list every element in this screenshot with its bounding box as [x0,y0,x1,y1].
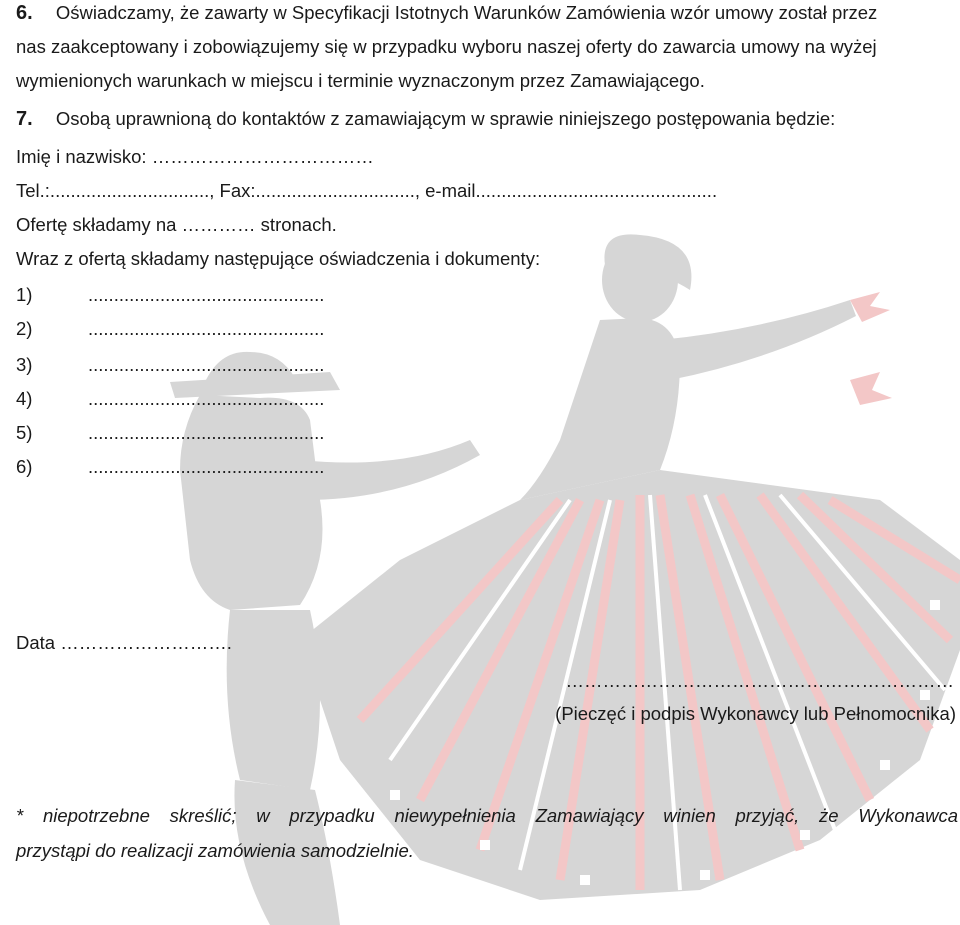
section6-number: 6. [16,2,33,24]
document-item[interactable] [16,284,325,306]
document-item[interactable] [16,388,325,410]
section6-line3: wymienionych warunkach w miejscu i terminie wyznaczonym przez Zamawiającego. [16,70,705,91]
document-number: 4) [16,388,33,409]
document-item[interactable] [16,318,325,340]
document-number: 5) [16,422,33,443]
footnote-line2: przystąpi do realizacji zamówienia samodzielnie. [16,840,414,861]
section7-intro: Osobą uprawnioną do kontaktów z zamawiającym w sprawie niniejszego postępowania będzie: [55,108,836,129]
signature-dots[interactable]: ……………………………………………………… [565,670,954,691]
signature-caption: (Pieczęć i podpis Wykonawcy lub Pełnomocnika) [555,703,956,724]
document-item[interactable] [16,354,325,376]
footnote-line1: * niepotrzebne skreślić; w przypadku niewypełnienia Zamawiający winien przyjąć, że Wykonawca [16,805,958,826]
name-field[interactable]: Imię i nazwisko: ……………………………… [16,146,374,167]
document-item[interactable] [16,456,325,478]
document-number: 3) [16,354,33,375]
document-dots[interactable]: .............................................. [88,354,325,375]
document-number: 2) [16,318,33,339]
section6-line1 [16,2,877,24]
document-number: 6) [16,456,33,477]
pages-field[interactable]: Ofertę składamy na ………… stronach. [16,214,337,235]
document-dots[interactable]: .............................................. [88,456,325,477]
section7-heading [16,108,835,130]
document-dots[interactable]: .............................................. [88,318,325,339]
documents-intro: Wraz z ofertą składamy następujące oświadczenia i dokumenty: [16,248,541,269]
section7-number: 7. [16,108,33,130]
document-item[interactable] [16,422,325,444]
section6-text: Oświadczamy, że zawarty w Specyfikacji Istotnych Warunków Zamówienia wzór umowy został przez [55,2,878,23]
document-dots[interactable]: .............................................. [88,388,325,409]
contact-field[interactable]: Tel.:..............................., Fax:..............................., e-mail............................................... [16,180,718,201]
document-dots[interactable]: .............................................. [88,422,325,443]
date-field[interactable]: Data ………………………. [16,632,232,653]
section6-line2: nas zaakceptowany i zobowiązujemy się w przypadku wyboru naszej oferty do zawarcia umowy na wyżej [16,36,877,57]
document-dots[interactable]: .............................................. [88,284,325,305]
document-number: 1) [16,284,33,305]
